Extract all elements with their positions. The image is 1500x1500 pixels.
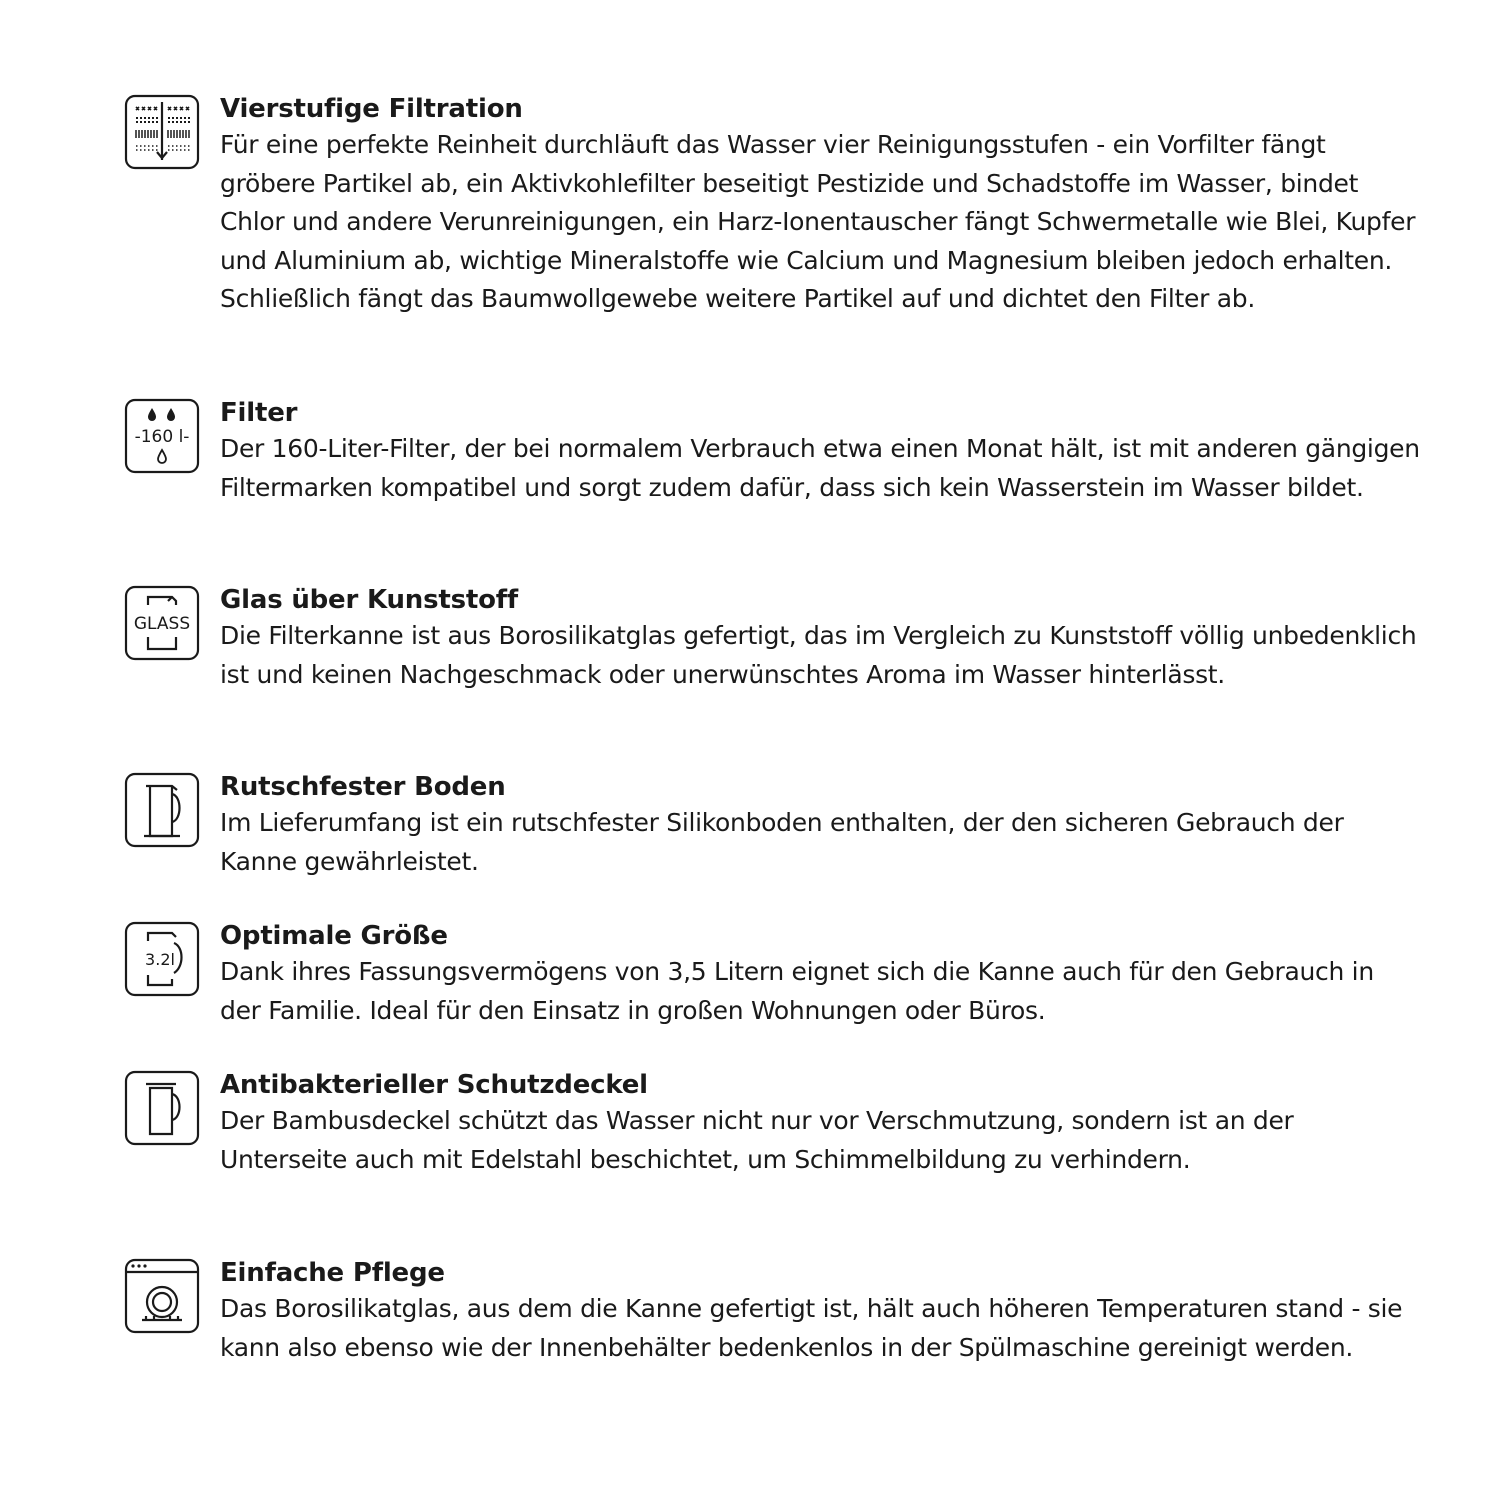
jug-lid-icon [124,1070,200,1146]
feature-title: Filter [220,398,298,428]
filter-capacity-label: -160 l- [134,427,190,447]
feature-description: Der 160-Liter-Filter, der bei normalem Verbrauch etwa einen Monat hält, ist mit anderen gängigen Filtermarken kompatibel und sorgt zudem dafür, dass sich kein Wasserstein im Wasser bildet. [220,434,1420,502]
feature-description: Dank ihres Fassungsvermögens von 3,5 Litern eignet sich die Kanne auch für den Gebrauch in der Familie. Ideal für den Einsatz in großen Wohnungen oder Büros. [220,957,1374,1025]
jug-volume-label: 3.2l [145,950,175,969]
feature-title: Einfache Pflege [220,1258,445,1288]
jug-volume-icon [124,921,200,997]
feature-description: Der Bambusdeckel schützt das Wasser nicht nur vor Verschmutzung, sondern ist an der Unterseite auch mit Edelstahl beschichtet, um Schimmelbildung zu verhindern. [220,1106,1294,1174]
dishwasher-icon [124,1258,200,1334]
feature-description: Die Filterkanne ist aus Borosilikatglas gefertigt, das im Vergleich zu Kunststoff völlig unbedenklich ist und keinen Nachgeschmack oder unerwünschtes Aroma im Wasser hinterlässt. [220,621,1417,689]
feature-description: Für eine perfekte Reinheit durchläuft das Wasser vier Reinigungsstufen - ein Vorfilter fängt gröbere Partikel ab, ein Aktivkohlefilter beseitigt Pestizide und Schadstoffe im Wasser, bindet Chlor und andere Verunreinigungen, ein Harz-Ionentauscher fängt Schwermetalle wie Blei, Kupfer und Aluminium ab, wichtige Mineralstoffe wie Calcium und Magnesium bleiben jedoch erhalten. Schließlich fängt das Baumwollgewebe weitere Partikel auf und dichtet den Filter ab. [220,130,1416,313]
glass-jug-icon [124,585,200,661]
feature-description: Im Lieferumfang ist ein rutschfester Silikonboden enthalten, der den sicheren Gebrauch der Kanne gewährleistet. [220,808,1344,876]
feature-title: Optimale Größe [220,921,448,951]
four-stage-filter-icon [124,94,200,170]
feature-title: Antibakterieller Schutzdeckel [220,1070,648,1100]
feature-title: Rutschfester Boden [220,772,506,802]
filter-capacity-icon [124,398,200,474]
feature-description: Das Borosilikatglas, aus dem die Kanne gefertigt ist, hält auch höheren Temperaturen stand - sie kann also ebenso wie der Innenbehälter bedenkenlos in der Spülmaschine gereinigt werden. [220,1294,1403,1362]
feature-title: Vierstufige Filtration [220,94,523,124]
feature-title: Glas über Kunststoff [220,585,518,615]
glass-jug-label: GLASS [133,614,191,634]
jug-base-icon [124,772,200,848]
